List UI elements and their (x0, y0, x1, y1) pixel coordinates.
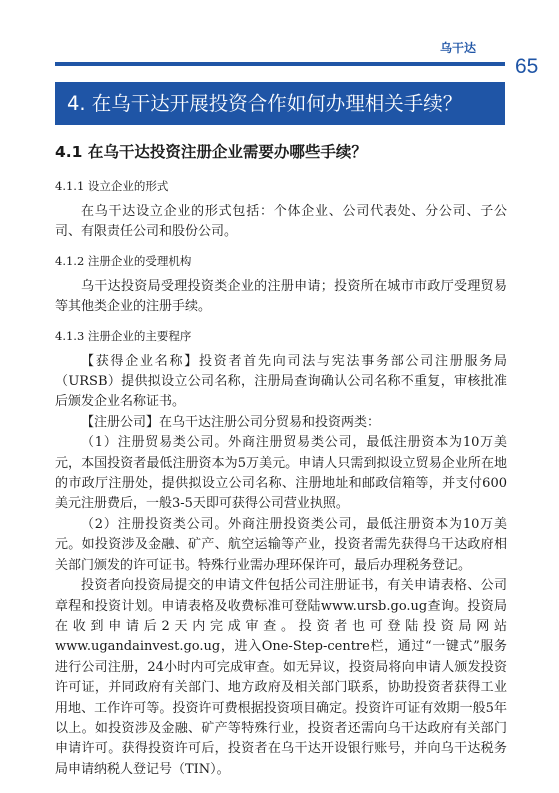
chapter-title: 4. 在乌干达开展投资合作如何办理相关手续？ (67, 92, 463, 115)
subsection-heading-forms: 4.1.1 设立企业的形式 (55, 179, 169, 193)
subsection-heading-agency: 4.1.2 注册企业的受理机构 (55, 253, 192, 268)
section-heading: 4.1 在乌干达投资注册企业需要办哪些手续？ (55, 143, 367, 161)
page-body (55, 140, 507, 780)
paragraph-trade-company: （1）注册贸易类公司。外商注册贸易类公司，最低注册资本为10万美元，本国投资者最低注册资本为5万美元。申请人只需到拟设立贸易企业所在地的市政厅注册处，提供拟设立公司名称、注册地址和邮政信箱等，并支付600美元注册费后，一般3-5天即可获得公司营业执照。 (55, 435, 507, 512)
header-rule (55, 62, 505, 66)
page-number: 65 (515, 55, 539, 78)
paragraph-register-company: 【注册公司】在乌干达注册公司分贸易和投资两类： (81, 414, 381, 430)
running-header-country: 乌干达 (440, 41, 477, 55)
chapter-title-banner (55, 82, 505, 125)
subsection-heading-procedure: 4.1.3 注册企业的主要程序 (55, 328, 192, 343)
paragraph-application-documents: 投资者向投资局提交的申请文件包括公司注册证书，有关申请表格、公司章程和投资计划。申请表格及收费标准可登陆www.ursb.go.ug查询。投资局在收到申请后2天内完成审查。投资者也可登陆投资局网站www.ugandainvest.go.ug，进入One-Step-centre栏，通过“一键式”服务进行公司注册，24小时内可完成审查。如无异议，投资局将向申请人颁发投资许可证，并同政府有关部门、地方政府及相关部门联系，协助投资者获得工业用地、工作许可等。投资许可费根据投资项目确定。投资许可证有效期一般5年以上。如投资涉及金融、矿产等特殊行业，投资者还需向乌干达政府有关部门申请许可。获得投资许可后，投资者在乌干达开设银行账号，并向乌干达税务局申请纳税人登记号（TIN）。 (55, 578, 507, 777)
paragraph-investment-company: （2）注册投资类公司。外商注册投资类公司，最低注册资本为10万美元。如投资涉及金融、矿产、航空运输等产业，投资者需先获得乌干达政府相关部门颁发的许可证书。特殊行业需办理环保许可，最后办理税务登记。 (55, 516, 507, 573)
paragraph-registration-agency: 乌干达投资局受理投资类企业的注册申请；投资所在城市市政厅受理贸易等其他类企业的注册手续。 (55, 278, 507, 315)
paragraph-enterprise-forms: 在乌干达设立企业的形式包括：个体企业、公司代表处、分公司、子公司、有限责任公司和股份公司。 (55, 204, 507, 240)
paragraph-company-name: 【获得企业名称】投资者首先向司法与宪法事务部公司注册服务局（URSB）提供拟设立公司名称，注册局查询确认公司名称不重复，审核批准后颁发企业名称证书。 (55, 353, 507, 410)
